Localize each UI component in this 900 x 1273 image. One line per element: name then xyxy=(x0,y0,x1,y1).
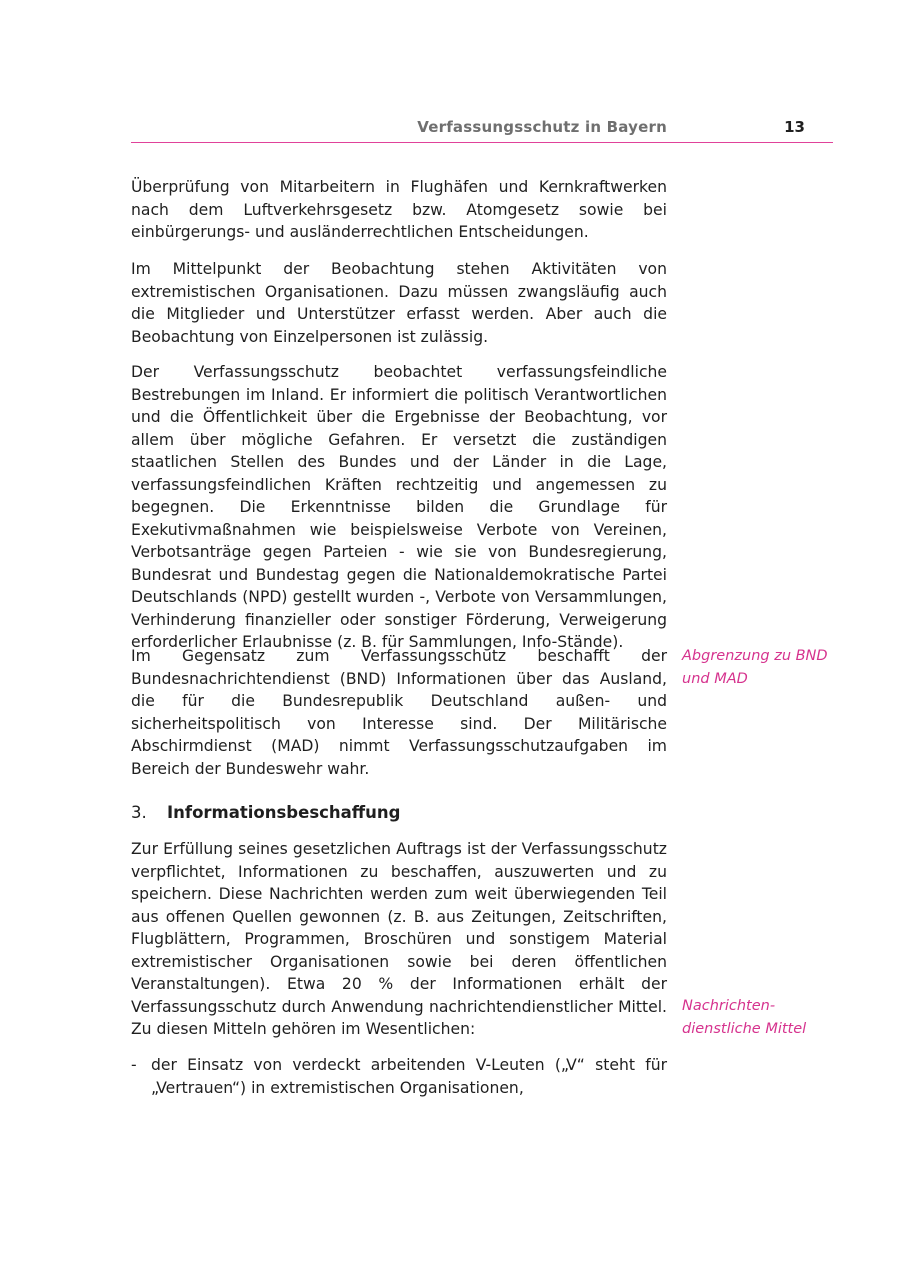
margin-note-nachrichtendienstlich xyxy=(682,995,812,1040)
paragraph-text: Im Gegensatz zum Verfassungsschutz beschafft der Bundesnachrichtendienst (BND) Informationen über das Ausland, die für die Bundesrepublik Deutschland außen- und sicherheitspolitisch von Interesse sind. Der Militärische Abschirmdienst (MAD) nimmt Verfassungsschutzaufgaben im Bereich der Bundeswehr wahr. xyxy=(131,647,667,778)
section-number: 3. xyxy=(131,803,147,822)
body-paragraph xyxy=(131,645,667,780)
paragraph-text: Der Verfassungsschutz beobachtet verfassungsfeindliche Bestrebungen im Inland. Er informiert die politisch Verantwortlichen und die Öffentlichkeit über die Ergebnisse der Beobachtung, vor allem über mögliche Gefahren. Er versetzt die zuständigen staatlichen Stellen des Bundes und der Länder in die Lage, verfassungsfeindlichen Kräften rechtzeitig und angemessen zu begegnen. Die Erkenntnisse bilden die Grundlage für Exekutivmaßnahmen wie beispielsweise Verbote von Vereinen, Verbotsanträge gegen Parteien - wie sie von Bundesregierung, Bundesrat und Bundestag gegen die Nationaldemokratische Partei Deutschlands (NPD) gestellt wurden -, Verbote von Versammlungen, Verhinderung finanzieller oder sonstiger Förderung, Verweigerung erforderlicher Erlaubnisse (z. B. für Sammlungen, Info-Stände). xyxy=(131,363,667,651)
running-header xyxy=(131,118,833,143)
margin-note-text: Nachrichten-dienstliche Mittel xyxy=(682,998,807,1037)
body-paragraph xyxy=(131,838,667,1041)
paragraph-text: Überprüfung von Mitarbeitern in Flughäfen und Kernkraftwerken nach dem Luftverkehrsgesetz bzw. Atomgesetz sowie bei einbürgerungs- und ausländerrechtlichen Entscheidungen. xyxy=(131,178,667,241)
body-paragraph xyxy=(131,176,667,244)
list-item-text: der Einsatz von verdeckt arbeitenden V-Leuten („V“ steht für „Vertrauen“) in extremistischen Organisationen, xyxy=(151,1056,667,1097)
running-title: Verfassungsschutz in Bayern xyxy=(417,118,667,136)
body-paragraph xyxy=(131,361,667,654)
margin-note-text: Abgrenzung zu BND und MAD xyxy=(682,648,828,687)
list-marker: - xyxy=(131,1056,137,1074)
list-item xyxy=(131,1054,667,1099)
section-title: Informationsbeschaffung xyxy=(167,803,401,822)
page-number: 13 xyxy=(784,118,805,136)
section-heading xyxy=(131,803,400,822)
margin-note-abgrenzung xyxy=(682,645,832,690)
paragraph-text: Zur Erfüllung seines gesetzlichen Auftrags ist der Verfassungsschutz verpflichtet, Informationen zu beschaffen, auszuwerten und zu speichern. Diese Nachrichten werden zum weit überwiegenden Teil aus offenen Quellen gewonnen (z. B. aus Zeitungen, Zeitschriften, Flugblättern, Programmen, Broschüren und sonstigem Material extremistischer Organisationen sowie bei deren öffentlichen Veranstaltungen). Etwa 20 % der Informationen erhält der Verfassungsschutz durch Anwendung nachrichtendienstlicher Mittel. Zu diesen Mitteln gehören im Wesentlichen: xyxy=(131,840,667,1038)
body-paragraph xyxy=(131,258,667,348)
paragraph-text: Im Mittelpunkt der Beobachtung stehen Aktivitäten von extremistischen Organisationen. Dazu müssen zwangsläufig auch die Mitglieder und Unterstützer erfasst werden. Aber auch die Beobachtung von Einzelpersonen ist zulässig. xyxy=(131,260,667,346)
